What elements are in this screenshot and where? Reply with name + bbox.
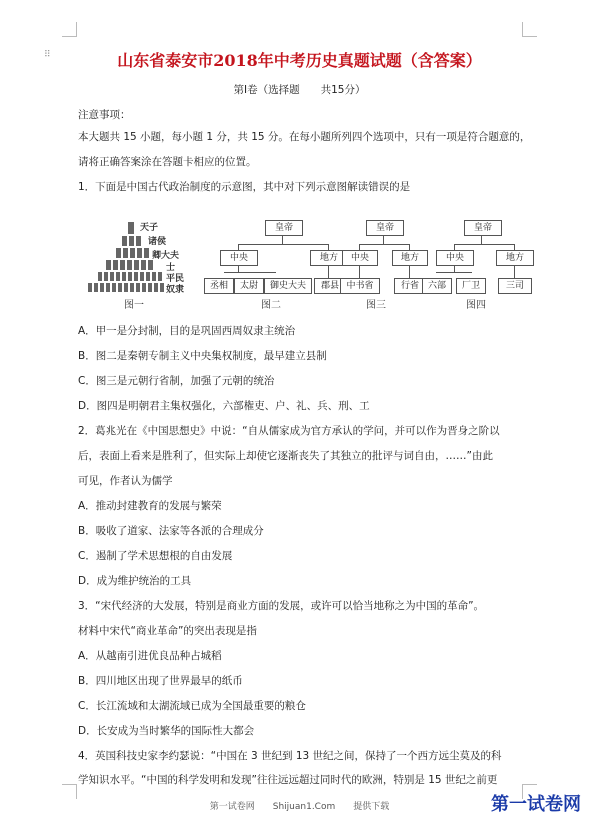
emperor-box: 皇帝 xyxy=(265,220,303,236)
page-corner-mark xyxy=(522,22,537,37)
answer-option: D．长安成为当时繁华的国际性大都会 xyxy=(78,725,255,737)
connector-line xyxy=(359,266,360,278)
pyramid-label: 平民 xyxy=(166,274,185,284)
answer-option: D．成为维护统治的工具 xyxy=(78,575,192,587)
page-footer: 第一试卷网 Shijuan1.Com 提供下载 xyxy=(209,802,390,812)
answer-option: B．吸收了道家、法家等各派的合理成分 xyxy=(78,525,264,537)
official-box: 六部 xyxy=(422,278,452,294)
central-box: 中央 xyxy=(220,250,258,266)
figure-caption: 图一 xyxy=(124,300,144,311)
local-unit-box: 行省 xyxy=(394,278,426,294)
question-3: 3．“宋代经济的大发展，特别是商业方面的发展，或许可以恰当地称之为中国的革命”。 xyxy=(78,600,485,612)
answer-option: C．遏制了学术思想根的自由发展 xyxy=(78,550,233,562)
notice-line: 本大题共 15 小题，每小题 1 分，共 15 分。在每小题所列四个选项中，只有一项是符合题意的， xyxy=(78,131,531,143)
drag-handle-icon[interactable]: ⠿ xyxy=(44,50,52,60)
answer-option: A．从越南引进优良品种占城稻 xyxy=(78,650,222,662)
answer-option: B．图二是秦朝专制主义中央集权制度，最早建立县制 xyxy=(78,350,327,362)
connector-line xyxy=(514,266,515,278)
emperor-box: 皇帝 xyxy=(366,220,404,236)
page-corner-mark xyxy=(62,784,77,799)
question-1: 1．下面是中国古代政治制度的示意图，其中对下列示意图解读错误的是 xyxy=(78,181,411,193)
local-box: 地方 xyxy=(496,250,534,266)
pyramid-label: 诸侯 xyxy=(148,237,167,247)
local-box: 地方 xyxy=(310,250,348,266)
answer-option: B．四川地区出现了世界最早的纸币 xyxy=(78,675,243,687)
question-4: 学知识水平。“中国的科学发明和发现”往往远远超过同时代的欧洲，特别是 15 世纪之前更 xyxy=(78,774,498,786)
connector-line xyxy=(238,244,328,245)
connector-line xyxy=(282,236,283,244)
page-corner-mark xyxy=(62,22,77,37)
question-2: 后，表面上看来是胜利了，但实际上却使它逐渐丧失了其独立的批评与词自由，……”由此 xyxy=(78,450,493,462)
document-title: 山东省泰安市2018年中考历史真题试题（含答案） xyxy=(117,51,482,70)
connector-line xyxy=(328,266,329,278)
section-subtitle: 第Ⅰ卷（选择题 共15分） xyxy=(233,84,366,96)
official-box: 中书省 xyxy=(340,278,380,294)
pyramid-label: 士 xyxy=(166,263,176,273)
official-box: 厂卫 xyxy=(456,278,486,294)
brand-watermark: 第一试卷网 xyxy=(491,794,581,815)
connector-line xyxy=(359,244,409,245)
figure-caption: 图三 xyxy=(366,300,386,311)
official-box: 丞相 xyxy=(204,278,234,294)
pyramid-label: 卿大夫 xyxy=(152,251,180,261)
central-box: 中央 xyxy=(342,250,378,266)
local-box: 地方 xyxy=(392,250,428,266)
emperor-box: 皇帝 xyxy=(464,220,502,236)
question-2: 可见，作者认为儒学 xyxy=(78,475,173,487)
notice-heading: 注意事项： xyxy=(78,109,131,121)
connector-line xyxy=(383,236,384,244)
local-unit-box: 郡县 xyxy=(314,278,346,294)
pyramid-label: 天子 xyxy=(140,223,159,233)
answer-option: A．推动封建教育的发展与繁荣 xyxy=(78,500,222,512)
answer-option: C．长江流域和太湖流域已成为全国最重要的粮仓 xyxy=(78,700,306,712)
answer-option: D．图四是明朝君主集权强化，六部権吏、户、礼、兵、刑、工 xyxy=(78,400,370,412)
question-4: 4．英国科技史家李约瑟说：“中国在 3 世纪到 13 世纪之间，保持了一个西方远尘莫及的科 xyxy=(78,750,502,762)
central-box: 中央 xyxy=(436,250,474,266)
figure-caption: 图二 xyxy=(261,300,281,311)
connector-line xyxy=(481,236,482,244)
connector-line xyxy=(454,244,514,245)
local-unit-box: 三司 xyxy=(498,278,532,294)
answer-option: A．甲一是分封制，目的是巩固西周奴隶主统治 xyxy=(78,325,296,337)
pyramid-label: 奴隶 xyxy=(166,285,185,295)
notice-line: 请将正确答案涂在答题卡相应的位置。 xyxy=(78,156,257,168)
official-box: 太尉 xyxy=(234,278,264,294)
question-3: 材料中宋代“商业革命”的突出表现是指 xyxy=(78,625,257,637)
connector-line xyxy=(224,272,276,273)
figures-row xyxy=(74,212,534,322)
figure-caption: 图四 xyxy=(466,300,486,311)
connector-line xyxy=(409,266,410,278)
answer-option: C．图三是元朝行省制，加强了元朝的统治 xyxy=(78,375,275,387)
question-2: 2．葛兆光在《中国思想史》中说：“自从儒家成为官方承认的学问，并可以作为晋身之阶以 xyxy=(78,425,500,437)
connector-line xyxy=(436,272,472,273)
official-box: 御史大夫 xyxy=(264,278,312,294)
